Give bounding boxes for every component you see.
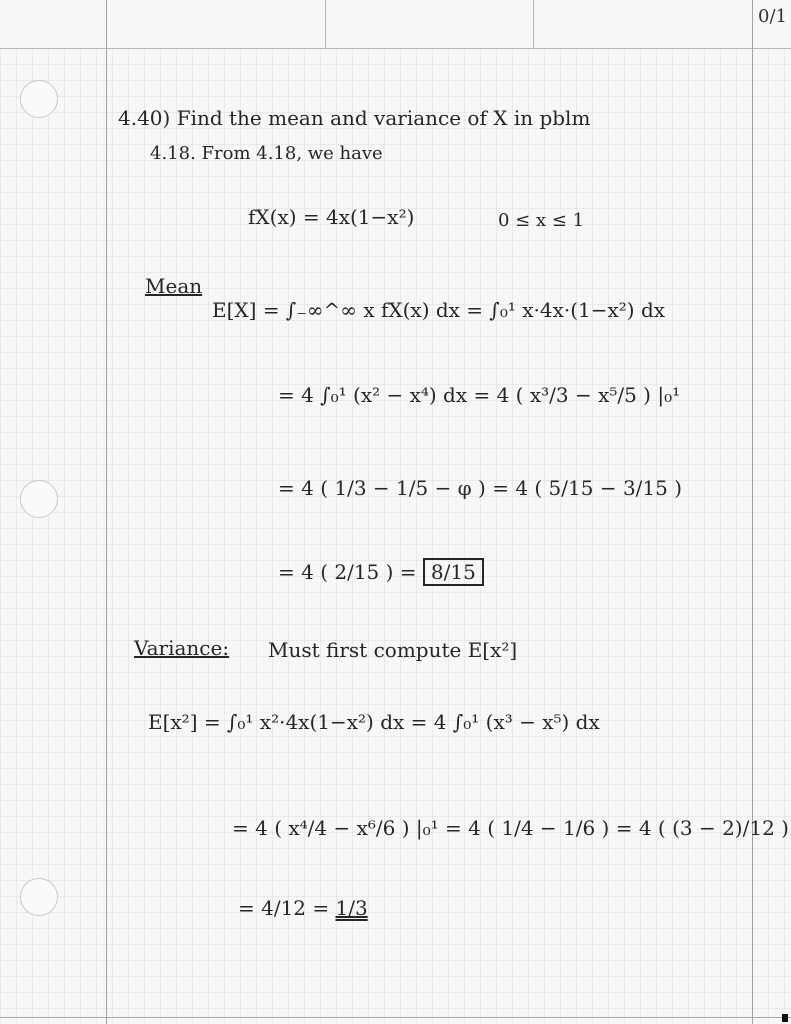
mean-step-4 <box>278 558 484 586</box>
mean-step-4-text: = 4 ( 2/15 ) = <box>278 560 417 584</box>
problem-line-2: 4.18. From 4.18, we have <box>150 143 383 164</box>
score-mark: 0/1 <box>758 6 787 27</box>
header-divider <box>325 0 326 48</box>
bottom-rule <box>0 1017 791 1018</box>
ex2-step-2: = 4 ( x⁴/4 − x⁶/6 ) |₀¹ = 4 ( 1/4 − 1/6 ) = 4 ( (3 − 2)/12 ) <box>232 816 789 840</box>
mean-step-2: = 4 ∫₀¹ (x² − x⁴) dx = 4 ( x³/3 − x⁵/5 ) |₀¹ <box>278 383 681 407</box>
variance-note: Must first compute E[x²] <box>268 638 518 662</box>
ex2-step-3-text: = 4/12 = <box>238 896 336 920</box>
ex2-result: 1/3 <box>335 896 368 920</box>
scan-mark <box>782 1014 788 1022</box>
mean-result-box: 8/15 <box>423 558 484 586</box>
pdf-range: 0 ≤ x ≤ 1 <box>498 210 585 231</box>
header-divider <box>533 0 534 48</box>
ex2-step-3 <box>238 898 368 918</box>
binder-hole <box>20 480 58 518</box>
binder-hole <box>20 80 58 118</box>
variance-label: Variance: <box>134 636 230 660</box>
binder-hole <box>20 878 58 916</box>
pdf-equation: fX(x) = 4x(1−x²) <box>248 205 415 229</box>
mean-equation: E[X] = ∫₋∞^∞ x fX(x) dx = ∫₀¹ x·4x·(1−x²) dx <box>212 298 666 322</box>
problem-line-1: 4.40) Find the mean and variance of X in pblm <box>118 106 591 130</box>
left-margin-line <box>106 0 107 1024</box>
mean-label: Mean <box>145 274 203 298</box>
page-header-strip <box>0 0 791 49</box>
mean-step-3: = 4 ( 1/3 − 1/5 − φ ) = 4 ( 5/15 − 3/15 ) <box>278 476 683 500</box>
right-margin-line <box>752 0 753 1024</box>
ex2-equation: E[x²] = ∫₀¹ x²·4x(1−x²) dx = 4 ∫₀¹ (x³ − x⁵) dx <box>148 710 600 734</box>
